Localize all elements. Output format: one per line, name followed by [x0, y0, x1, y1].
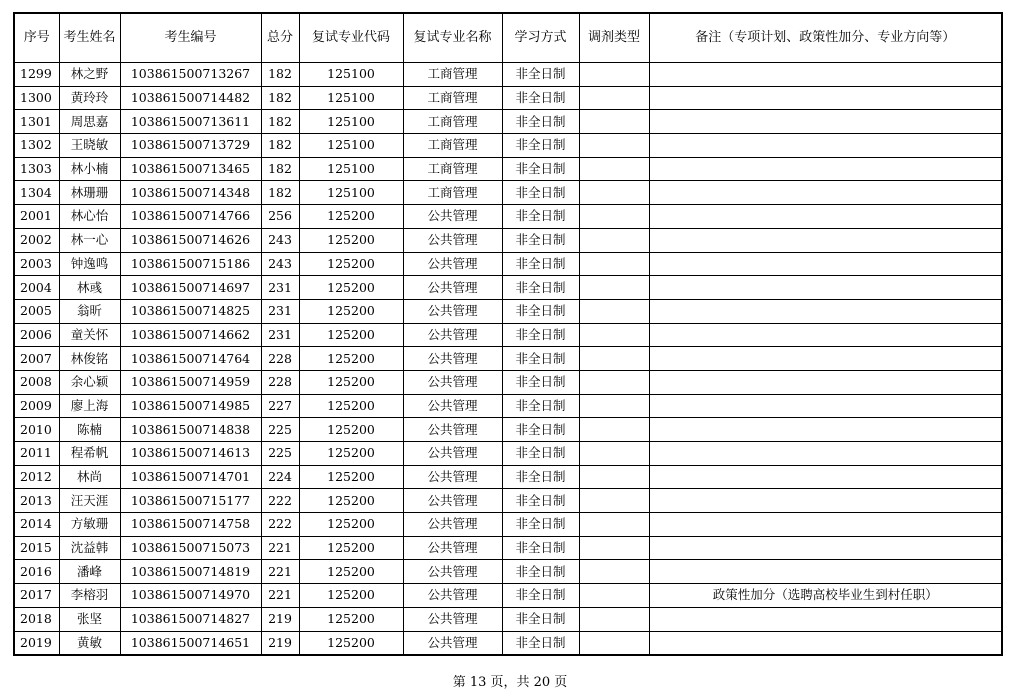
cell-major-code: 125100	[299, 134, 403, 158]
cell-exam-id: 103861500714827	[120, 607, 261, 631]
cell-major-code: 125200	[299, 442, 403, 466]
cell-name: 潘峰	[59, 560, 120, 584]
cell-total: 182	[261, 134, 299, 158]
cell-exam-id: 103861500713267	[120, 63, 261, 87]
header-major-code: 复试专业代码	[299, 13, 403, 63]
cell-total: 222	[261, 489, 299, 513]
cell-major-code: 125200	[299, 513, 403, 537]
cell-index: 1300	[14, 86, 59, 110]
cell-index: 2011	[14, 442, 59, 466]
cell-major-code: 125200	[299, 228, 403, 252]
header-exam-id: 考生编号	[120, 13, 261, 63]
cell-major-name: 公共管理	[403, 252, 502, 276]
cell-index: 2005	[14, 299, 59, 323]
header-adjust-type: 调剂类型	[579, 13, 649, 63]
table-row	[14, 252, 1002, 276]
cell-major-name: 公共管理	[403, 489, 502, 513]
cell-name: 沈益韩	[59, 536, 120, 560]
table-row	[14, 323, 1002, 347]
cell-exam-id: 103861500713465	[120, 157, 261, 181]
cell-index: 2009	[14, 394, 59, 418]
cell-total: 228	[261, 347, 299, 371]
cell-index: 2003	[14, 252, 59, 276]
cell-major-name: 公共管理	[403, 631, 502, 655]
cell-index: 2017	[14, 584, 59, 608]
cell-exam-id: 103861500714662	[120, 323, 261, 347]
cell-remarks	[649, 110, 1002, 134]
cell-major-name: 公共管理	[403, 536, 502, 560]
cell-remarks	[649, 631, 1002, 655]
cell-study-mode: 非全日制	[502, 63, 579, 87]
cell-exam-id: 103861500715073	[120, 536, 261, 560]
cell-major-code: 125200	[299, 370, 403, 394]
table-row	[14, 631, 1002, 655]
cell-exam-id: 103861500714764	[120, 347, 261, 371]
cell-exam-id: 103861500714970	[120, 584, 261, 608]
cell-remarks	[649, 299, 1002, 323]
cell-adjust-type	[579, 418, 649, 442]
cell-index: 2015	[14, 536, 59, 560]
cell-major-code: 125200	[299, 584, 403, 608]
cell-adjust-type	[579, 110, 649, 134]
table-row	[14, 513, 1002, 537]
cell-study-mode: 非全日制	[502, 465, 579, 489]
cell-major-name: 公共管理	[403, 560, 502, 584]
cell-total: 228	[261, 370, 299, 394]
cell-adjust-type	[579, 323, 649, 347]
cell-remarks	[649, 536, 1002, 560]
cell-total: 225	[261, 442, 299, 466]
cell-major-name: 工商管理	[403, 134, 502, 158]
cell-study-mode: 非全日制	[502, 205, 579, 229]
cell-major-code: 125200	[299, 536, 403, 560]
cell-index: 2004	[14, 276, 59, 300]
cell-total: 182	[261, 157, 299, 181]
table-row	[14, 536, 1002, 560]
cell-remarks	[649, 418, 1002, 442]
cell-total: 182	[261, 86, 299, 110]
cell-total: 231	[261, 323, 299, 347]
cell-total: 231	[261, 299, 299, 323]
cell-index: 1302	[14, 134, 59, 158]
cell-remarks	[649, 181, 1002, 205]
cell-adjust-type	[579, 276, 649, 300]
cell-remarks	[649, 370, 1002, 394]
cell-major-code: 125100	[299, 63, 403, 87]
cell-adjust-type	[579, 370, 649, 394]
cell-name: 童关怀	[59, 323, 120, 347]
cell-major-name: 工商管理	[403, 181, 502, 205]
cell-major-name: 公共管理	[403, 323, 502, 347]
table-row	[14, 489, 1002, 513]
cell-major-code: 125200	[299, 299, 403, 323]
cell-study-mode: 非全日制	[502, 252, 579, 276]
cell-major-name: 公共管理	[403, 299, 502, 323]
cell-exam-id: 103861500714697	[120, 276, 261, 300]
table-row	[14, 228, 1002, 252]
cell-total: 243	[261, 252, 299, 276]
cell-remarks	[649, 228, 1002, 252]
cell-total: 224	[261, 465, 299, 489]
cell-index: 2002	[14, 228, 59, 252]
cell-name: 王晓敏	[59, 134, 120, 158]
cell-adjust-type	[579, 205, 649, 229]
cell-adjust-type	[579, 86, 649, 110]
cell-remarks	[649, 607, 1002, 631]
cell-study-mode: 非全日制	[502, 181, 579, 205]
cell-major-code: 125200	[299, 276, 403, 300]
cell-index: 1304	[14, 181, 59, 205]
cell-study-mode: 非全日制	[502, 86, 579, 110]
cell-remarks	[649, 560, 1002, 584]
cell-total: 221	[261, 584, 299, 608]
cell-remarks	[649, 442, 1002, 466]
cell-major-name: 公共管理	[403, 347, 502, 371]
table-row	[14, 181, 1002, 205]
cell-index: 2010	[14, 418, 59, 442]
cell-major-code: 125200	[299, 631, 403, 655]
cell-exam-id: 103861500714819	[120, 560, 261, 584]
cell-total: 225	[261, 418, 299, 442]
cell-study-mode: 非全日制	[502, 513, 579, 537]
header-row	[14, 13, 1002, 63]
cell-exam-id: 103861500714985	[120, 394, 261, 418]
cell-index: 2012	[14, 465, 59, 489]
cell-remarks	[649, 465, 1002, 489]
cell-total: 182	[261, 63, 299, 87]
header-index: 序号	[14, 13, 59, 63]
cell-index: 1301	[14, 110, 59, 134]
cell-total: 243	[261, 228, 299, 252]
cell-exam-id: 103861500713611	[120, 110, 261, 134]
cell-remarks	[649, 63, 1002, 87]
cell-study-mode: 非全日制	[502, 489, 579, 513]
table-row	[14, 442, 1002, 466]
cell-major-code: 125200	[299, 607, 403, 631]
table-row	[14, 134, 1002, 158]
cell-major-code: 125200	[299, 489, 403, 513]
cell-exam-id: 103861500714651	[120, 631, 261, 655]
cell-index: 2001	[14, 205, 59, 229]
cell-name: 林心怡	[59, 205, 120, 229]
cell-adjust-type	[579, 394, 649, 418]
table-row	[14, 276, 1002, 300]
cell-remarks	[649, 323, 1002, 347]
cell-name: 林俊铭	[59, 347, 120, 371]
cell-adjust-type	[579, 631, 649, 655]
cell-adjust-type	[579, 513, 649, 537]
cell-study-mode: 非全日制	[502, 442, 579, 466]
header-study-mode: 学习方式	[502, 13, 579, 63]
cell-name: 李榕羽	[59, 584, 120, 608]
cell-index: 1299	[14, 63, 59, 87]
cell-index: 2008	[14, 370, 59, 394]
cell-exam-id: 103861500714825	[120, 299, 261, 323]
cell-major-code: 125200	[299, 323, 403, 347]
cell-adjust-type	[579, 299, 649, 323]
cell-total: 256	[261, 205, 299, 229]
cell-study-mode: 非全日制	[502, 607, 579, 631]
cell-name: 翁昕	[59, 299, 120, 323]
cell-remarks: 政策性加分（选聘高校毕业生到村任职）	[649, 584, 1002, 608]
table-row	[14, 465, 1002, 489]
cell-exam-id: 103861500714838	[120, 418, 261, 442]
cell-index: 1303	[14, 157, 59, 181]
cell-name: 林彧	[59, 276, 120, 300]
cell-total: 219	[261, 607, 299, 631]
cell-adjust-type	[579, 157, 649, 181]
cell-major-name: 工商管理	[403, 110, 502, 134]
cell-total: 221	[261, 536, 299, 560]
cell-remarks	[649, 513, 1002, 537]
cell-adjust-type	[579, 134, 649, 158]
cell-index: 2019	[14, 631, 59, 655]
table-row	[14, 86, 1002, 110]
cell-exam-id: 103861500715177	[120, 489, 261, 513]
cell-major-code: 125200	[299, 205, 403, 229]
table-row	[14, 299, 1002, 323]
cell-major-name: 工商管理	[403, 86, 502, 110]
cell-name: 廖上海	[59, 394, 120, 418]
cell-name: 余心颖	[59, 370, 120, 394]
cell-remarks	[649, 86, 1002, 110]
cell-study-mode: 非全日制	[502, 536, 579, 560]
cell-remarks	[649, 394, 1002, 418]
cell-study-mode: 非全日制	[502, 347, 579, 371]
cell-total: 221	[261, 560, 299, 584]
cell-adjust-type	[579, 536, 649, 560]
cell-exam-id: 103861500714758	[120, 513, 261, 537]
cell-major-code: 125100	[299, 157, 403, 181]
cell-remarks	[649, 134, 1002, 158]
cell-study-mode: 非全日制	[502, 323, 579, 347]
cell-study-mode: 非全日制	[502, 370, 579, 394]
cell-exam-id: 103861500713729	[120, 134, 261, 158]
cell-adjust-type	[579, 228, 649, 252]
cell-remarks	[649, 489, 1002, 513]
header-remarks: 备注（专项计划、政策性加分、专业方向等）	[649, 13, 1002, 63]
table-row	[14, 110, 1002, 134]
header-total: 总分	[261, 13, 299, 63]
table-row	[14, 205, 1002, 229]
cell-major-name: 公共管理	[403, 205, 502, 229]
cell-total: 231	[261, 276, 299, 300]
cell-name: 张坚	[59, 607, 120, 631]
cell-remarks	[649, 276, 1002, 300]
cell-adjust-type	[579, 252, 649, 276]
cell-study-mode: 非全日制	[502, 157, 579, 181]
cell-remarks	[649, 252, 1002, 276]
cell-total: 222	[261, 513, 299, 537]
cell-study-mode: 非全日制	[502, 418, 579, 442]
cell-major-name: 工商管理	[403, 157, 502, 181]
cell-name: 周思嘉	[59, 110, 120, 134]
cell-major-name: 公共管理	[403, 584, 502, 608]
table-row	[14, 347, 1002, 371]
cell-name: 钟逸鸣	[59, 252, 120, 276]
cell-exam-id: 103861500714959	[120, 370, 261, 394]
cell-major-code: 125100	[299, 110, 403, 134]
cell-name: 林之野	[59, 63, 120, 87]
cell-remarks	[649, 205, 1002, 229]
table-row	[14, 560, 1002, 584]
cell-study-mode: 非全日制	[502, 134, 579, 158]
cell-name: 陈楠	[59, 418, 120, 442]
table-row	[14, 370, 1002, 394]
cell-major-name: 公共管理	[403, 370, 502, 394]
cell-study-mode: 非全日制	[502, 584, 579, 608]
cell-total: 219	[261, 631, 299, 655]
cell-name: 汪天涯	[59, 489, 120, 513]
cell-adjust-type	[579, 607, 649, 631]
cell-exam-id: 103861500714348	[120, 181, 261, 205]
header-major-name: 复试专业名称	[403, 13, 502, 63]
cell-major-code: 125100	[299, 181, 403, 205]
cell-name: 黄玲玲	[59, 86, 120, 110]
cell-total: 182	[261, 110, 299, 134]
cell-exam-id: 103861500714626	[120, 228, 261, 252]
cell-index: 2006	[14, 323, 59, 347]
table-row	[14, 584, 1002, 608]
header-name: 考生姓名	[59, 13, 120, 63]
cell-exam-id: 103861500715186	[120, 252, 261, 276]
cell-adjust-type	[579, 347, 649, 371]
candidate-table	[13, 12, 1003, 656]
cell-study-mode: 非全日制	[502, 299, 579, 323]
cell-major-code: 125200	[299, 394, 403, 418]
cell-adjust-type	[579, 181, 649, 205]
cell-name: 林珊珊	[59, 181, 120, 205]
cell-study-mode: 非全日制	[502, 110, 579, 134]
cell-study-mode: 非全日制	[502, 631, 579, 655]
cell-study-mode: 非全日制	[502, 228, 579, 252]
cell-total: 182	[261, 181, 299, 205]
cell-major-code: 125200	[299, 560, 403, 584]
cell-major-name: 公共管理	[403, 607, 502, 631]
cell-name: 林尚	[59, 465, 120, 489]
cell-study-mode: 非全日制	[502, 276, 579, 300]
cell-exam-id: 103861500714482	[120, 86, 261, 110]
cell-index: 2013	[14, 489, 59, 513]
page-footer: 第 13 页，共 20 页	[452, 675, 568, 690]
cell-study-mode: 非全日制	[502, 394, 579, 418]
cell-major-name: 公共管理	[403, 513, 502, 537]
table-row	[14, 63, 1002, 87]
cell-index: 2007	[14, 347, 59, 371]
cell-major-code: 125200	[299, 252, 403, 276]
cell-study-mode: 非全日制	[502, 560, 579, 584]
cell-exam-id: 103861500714766	[120, 205, 261, 229]
cell-name: 方敏珊	[59, 513, 120, 537]
cell-name: 黄敏	[59, 631, 120, 655]
cell-major-name: 公共管理	[403, 394, 502, 418]
cell-adjust-type	[579, 584, 649, 608]
cell-adjust-type	[579, 465, 649, 489]
cell-index: 2018	[14, 607, 59, 631]
cell-name: 林一心	[59, 228, 120, 252]
cell-major-name: 公共管理	[403, 276, 502, 300]
cell-adjust-type	[579, 442, 649, 466]
cell-remarks	[649, 157, 1002, 181]
cell-adjust-type	[579, 489, 649, 513]
cell-total: 227	[261, 394, 299, 418]
table-row	[14, 157, 1002, 181]
cell-major-name: 公共管理	[403, 442, 502, 466]
table-row	[14, 394, 1002, 418]
table-row	[14, 607, 1002, 631]
cell-major-name: 工商管理	[403, 63, 502, 87]
cell-exam-id: 103861500714613	[120, 442, 261, 466]
cell-major-name: 公共管理	[403, 228, 502, 252]
cell-major-code: 125200	[299, 418, 403, 442]
cell-major-code: 125100	[299, 86, 403, 110]
cell-remarks	[649, 347, 1002, 371]
cell-index: 2016	[14, 560, 59, 584]
cell-major-name: 公共管理	[403, 465, 502, 489]
cell-name: 程希帆	[59, 442, 120, 466]
cell-major-code: 125200	[299, 347, 403, 371]
cell-exam-id: 103861500714701	[120, 465, 261, 489]
table-row	[14, 418, 1002, 442]
cell-index: 2014	[14, 513, 59, 537]
cell-adjust-type	[579, 560, 649, 584]
cell-name: 林小楠	[59, 157, 120, 181]
cell-major-code: 125200	[299, 465, 403, 489]
cell-adjust-type	[579, 63, 649, 87]
cell-major-name: 公共管理	[403, 418, 502, 442]
